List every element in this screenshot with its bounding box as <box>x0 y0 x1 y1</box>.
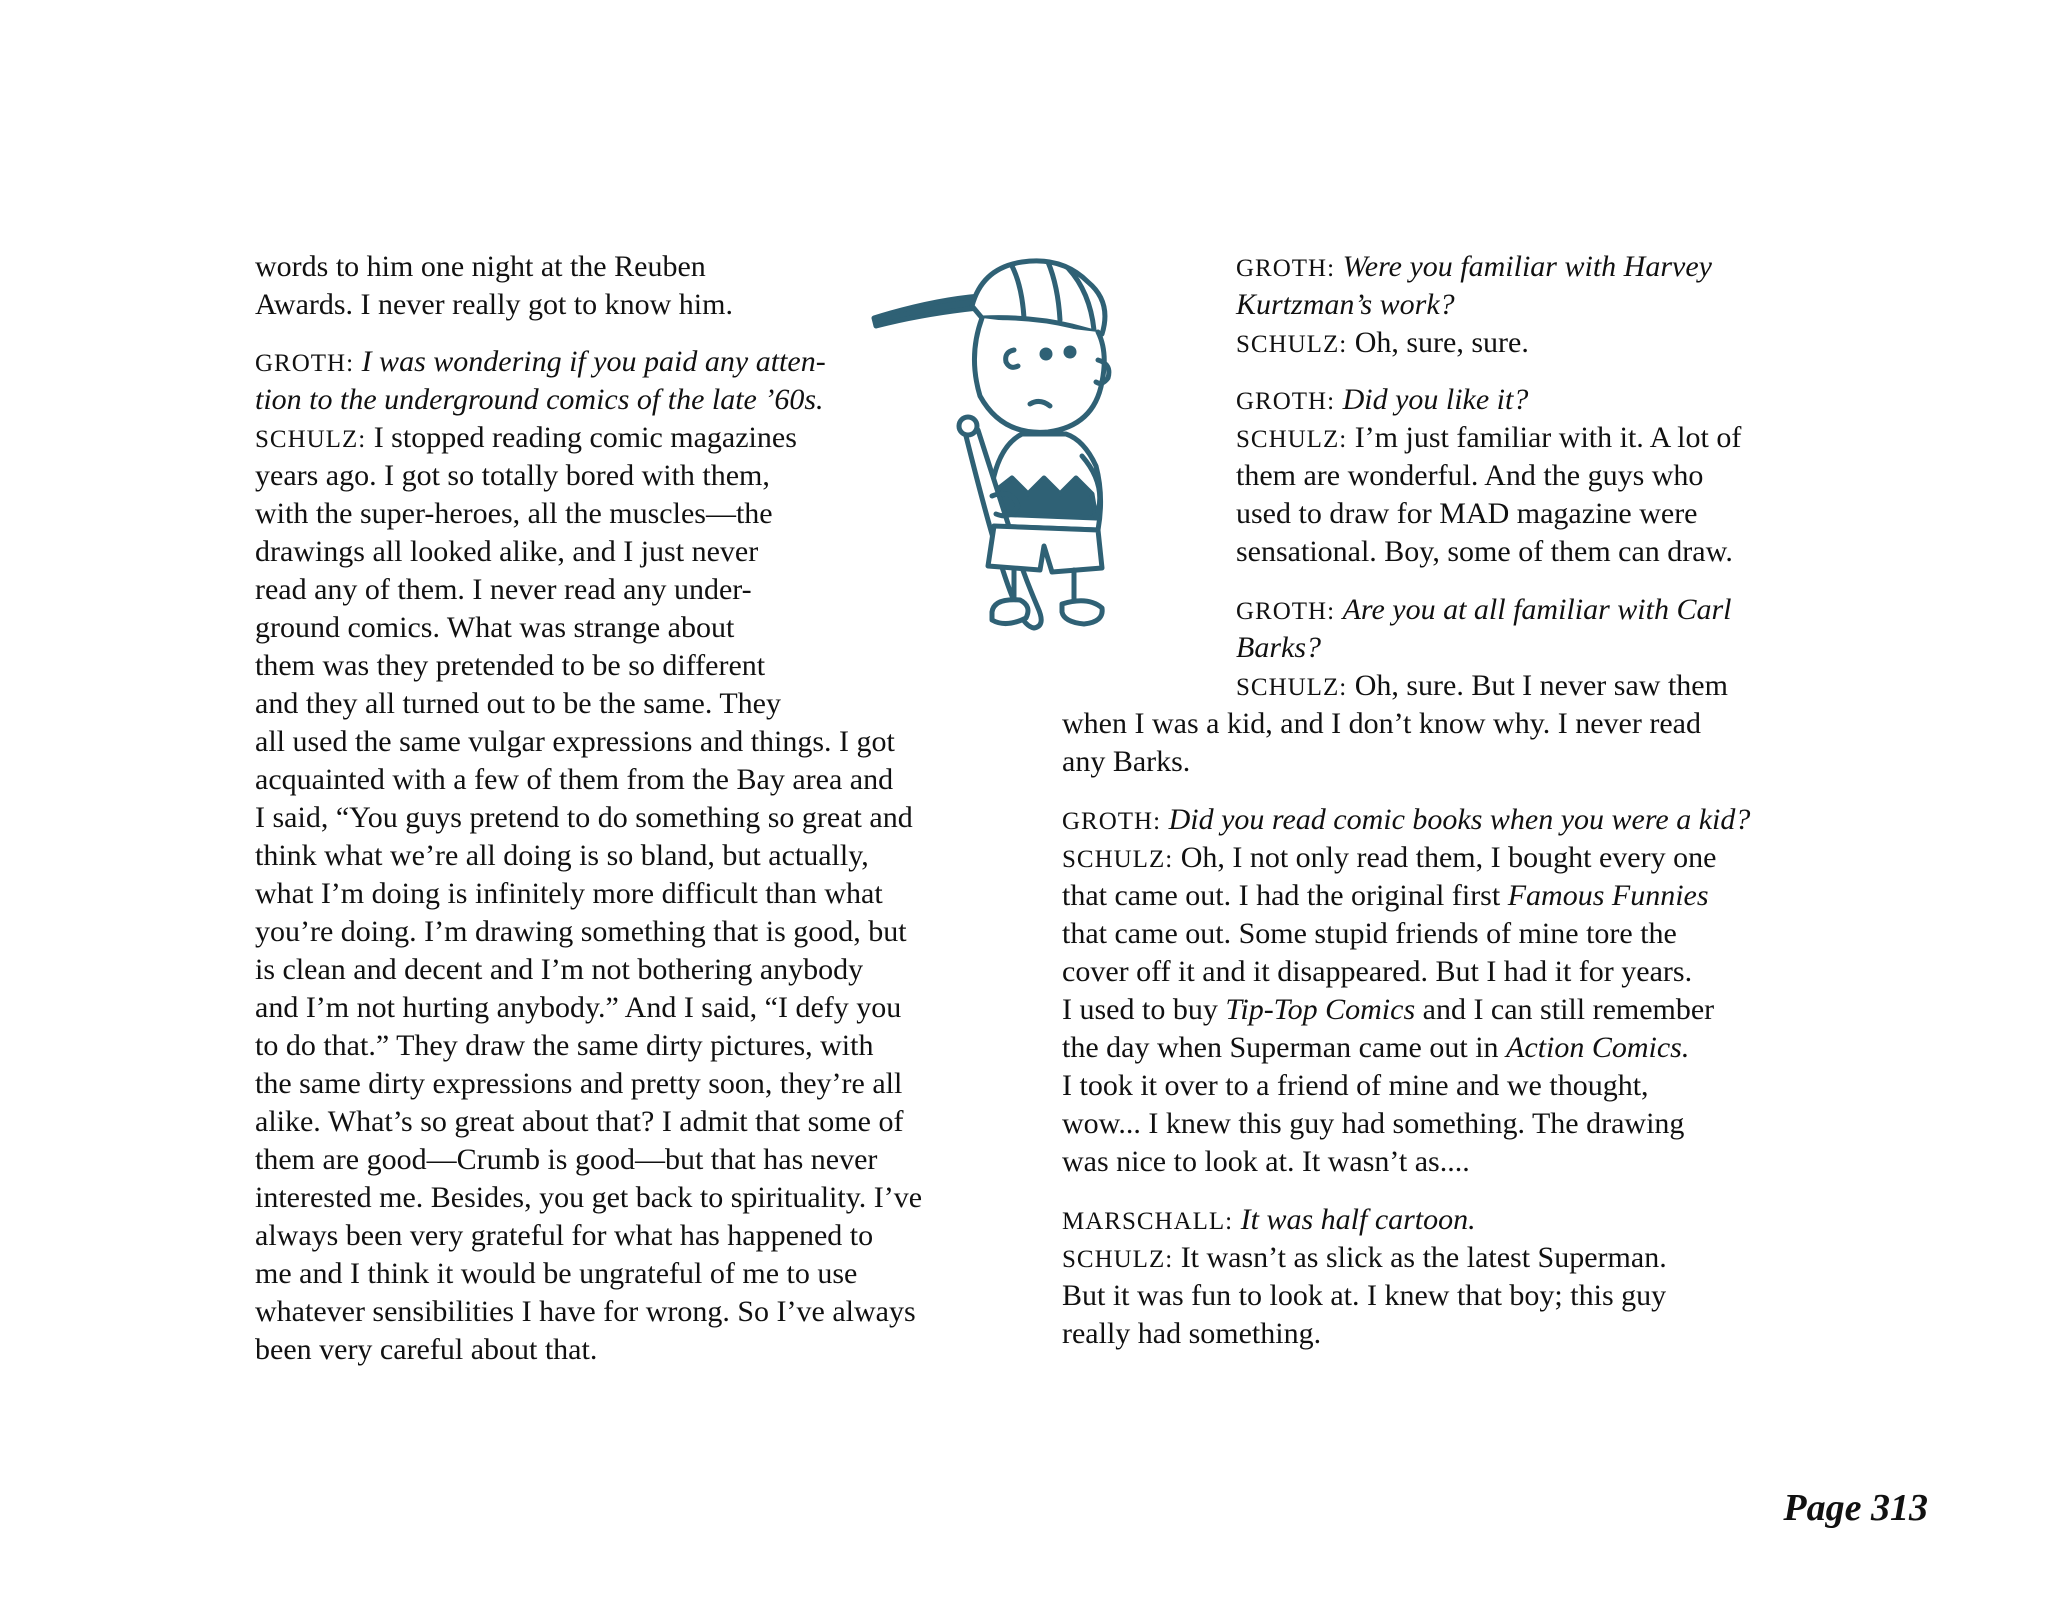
title-famous-funnies: Famous Funnies <box>1507 879 1709 912</box>
shorts <box>988 526 1102 572</box>
text-line: years ago. I got so totally bored with them, <box>255 459 770 492</box>
speaker-schulz: SCHULZ: <box>1062 846 1174 873</box>
text-segment: I used to buy <box>1062 993 1226 1026</box>
speaker-groth: GROTH: <box>255 350 355 377</box>
question-text: Barks? <box>1236 631 1321 664</box>
text-line: always been very grateful for what has happened to <box>255 1219 874 1252</box>
text-line: cover off it and it disappeared. But I had it for years. <box>1062 955 1693 988</box>
text-line: ground comics. What was strange about <box>255 611 735 644</box>
text-line: been very careful about that. <box>255 1333 598 1366</box>
text-line: alike. What’s so great about that? I admit that some of <box>255 1105 904 1138</box>
text-line: what I’m doing is infinitely more difficult than what <box>255 877 883 910</box>
text-line: and they all turned out to be the same. They <box>255 687 781 720</box>
text-line: acquainted with a few of them from the Bay area and <box>255 763 894 796</box>
charlie-brown-illustration <box>862 256 1162 656</box>
answer-line <box>1236 419 1741 459</box>
question-text: tion to the underground comics of the late ’60s. <box>255 383 824 416</box>
speaker-schulz: SCHULZ: <box>1236 331 1348 358</box>
text-line: with the super-heroes, all the muscles—the <box>255 497 773 530</box>
eye <box>1042 350 1050 358</box>
text-line: words to him one night at the Reuben <box>255 250 706 283</box>
text-line: I said, “You guys pretend to do something so great and <box>255 801 913 834</box>
answer-line <box>1062 839 1716 879</box>
text-line: to do that.” They draw the same dirty pictures, with <box>255 1029 874 1062</box>
speaker-marschall: MARSCHALL: <box>1062 1208 1234 1235</box>
question-text: Are you at all familiar with Carl <box>1342 593 1732 626</box>
question-text: Kurtzman’s work? <box>1236 288 1455 321</box>
text-line: was nice to look at. It wasn’t as.... <box>1062 1145 1470 1178</box>
shoe <box>992 600 1028 624</box>
title-tip-top-comics: Tip-Top Comics <box>1225 993 1416 1026</box>
text-line: But it was fun to look at. I knew that boy; this guy <box>1062 1279 1667 1312</box>
text-line: drawings all looked alike, and I just never <box>255 535 759 568</box>
answer-text: I’m just familiar with it. A lot of <box>1354 421 1742 454</box>
text-line: wow... I knew this guy had something. The drawing <box>1062 1107 1685 1140</box>
text-line: you’re doing. I’m drawing something that is good, but <box>255 915 907 948</box>
speaker-groth: GROTH: <box>1062 808 1162 835</box>
speaker-groth: GROTH: <box>1236 388 1336 415</box>
eye <box>1066 348 1074 356</box>
page-number: Page 313 <box>1783 1487 1928 1529</box>
question-text: Did you read comic books when you were a kid? <box>1168 803 1751 836</box>
text-line: think what we’re all doing is so bland, but actually, <box>255 839 869 872</box>
text-line: Awards. I never really got to know him. <box>255 288 733 321</box>
question-text: Did you like it? <box>1342 383 1529 416</box>
shirt-zigzag <box>992 478 1096 518</box>
cap-bill <box>874 296 980 326</box>
question-text: I was wondering if you paid any atten- <box>361 345 826 378</box>
text-line: them was they pretended to be so different <box>255 649 766 682</box>
text-line: the same dirty expressions and pretty soon, they’re all <box>255 1067 903 1100</box>
question-line <box>1062 1201 1476 1241</box>
answer-line <box>1236 667 1728 707</box>
text-line: I took it over to a friend of mine and we thought, <box>1062 1069 1649 1102</box>
text-line: them are wonderful. And the guys who <box>1236 459 1704 492</box>
text-line: whatever sensibilities I have for wrong. So I’ve always <box>255 1295 916 1328</box>
answer-text: I stopped reading comic magazines <box>373 421 797 454</box>
head <box>974 318 1104 432</box>
text-line: is clean and decent and I’m not bothering anybody <box>255 953 864 986</box>
question-line <box>1236 248 1712 288</box>
question-line <box>1062 801 1750 841</box>
text-line <box>1062 1029 1689 1067</box>
text-line <box>1062 991 1714 1029</box>
answer-line <box>1062 1239 1667 1279</box>
question-text: It was half cartoon. <box>1240 1203 1476 1236</box>
speaker-schulz: SCHULZ: <box>1236 426 1348 453</box>
text-line <box>1062 877 1709 915</box>
speaker-groth: GROTH: <box>1236 255 1336 282</box>
answer-text: It wasn’t as slick as the latest Superman. <box>1180 1241 1667 1274</box>
speaker-schulz: SCHULZ: <box>255 426 367 453</box>
question-line <box>1236 591 1731 631</box>
answer-text: Oh, sure. But I never saw them <box>1354 669 1728 702</box>
text-line: any Barks. <box>1062 745 1191 778</box>
question-line <box>255 343 826 383</box>
answer-line <box>1236 324 1529 364</box>
text-line: all used the same vulgar expressions and things. I got <box>255 725 895 758</box>
speaker-schulz: SCHULZ: <box>1236 674 1348 701</box>
text-line: really had something. <box>1062 1317 1322 1350</box>
text-segment: and I can still remember <box>1415 993 1715 1026</box>
text-line: interested me. Besides, you get back to spirituality. I’ve <box>255 1181 923 1214</box>
text-line: used to draw for MAD magazine were <box>1236 497 1698 530</box>
text-line: me and I think it would be ungrateful of me to use <box>255 1257 858 1290</box>
text-line: and I’m not hurting anybody.” And I said, “I defy you <box>255 991 902 1024</box>
shoe <box>1062 601 1102 624</box>
speaker-groth: GROTH: <box>1236 598 1336 625</box>
question-text: Were you familiar with Harvey <box>1342 250 1712 283</box>
text-line: when I was a kid, and I don’t know why. I never read <box>1062 707 1701 740</box>
text-line: read any of them. I never read any under- <box>255 573 752 606</box>
text-segment: that came out. I had the original first <box>1062 879 1508 912</box>
answer-line <box>255 419 797 459</box>
answer-text: Oh, I not only read them, I bought every one <box>1180 841 1717 874</box>
text-line: sensational. Boy, some of them can draw. <box>1236 535 1733 568</box>
text-line: that came out. Some stupid friends of mine tore the <box>1062 917 1677 950</box>
answer-text: Oh, sure, sure. <box>1354 326 1529 359</box>
title-action-comics: Action Comics. <box>1506 1031 1690 1064</box>
question-line <box>1236 381 1528 421</box>
text-segment: the day when Superman came out in <box>1062 1031 1507 1064</box>
text-line: them are good—Crumb is good—but that has never <box>255 1143 878 1176</box>
speaker-schulz: SCHULZ: <box>1062 1246 1174 1273</box>
bat-knob <box>959 417 977 435</box>
